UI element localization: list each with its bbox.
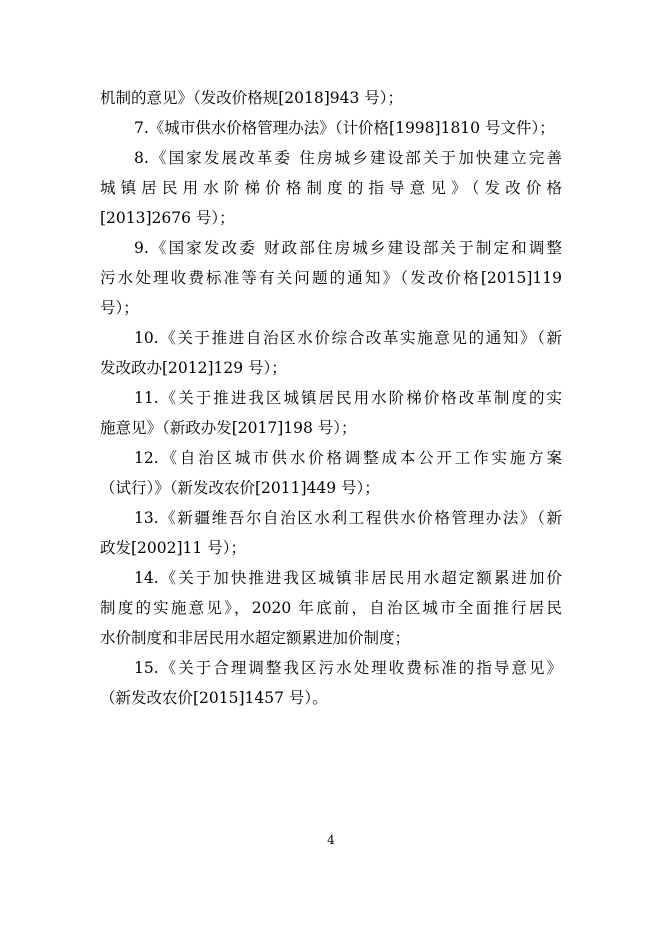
text-line: [2013]2676 号）；: [100, 209, 235, 227]
list-item-8: 8.《国家发展改革委 住房城乡建设部关于加快建立完善: [134, 149, 562, 167]
list-item-11: 11.《关于推进我区城镇居民用水阶梯价格改革制度的实: [134, 389, 562, 407]
list-item-12: 12.《自治区城市供水价格调整成本公开工作实施方案: [134, 449, 562, 467]
text-line: 发改政办[2012]129 号）；: [100, 359, 287, 377]
list-item-15: 15.《关于合理调整我区污水处理收费标准的指导意见》: [134, 659, 562, 677]
page-number: 4: [327, 833, 335, 847]
text-line: （新发改农价[2015]1457 号）。: [100, 689, 328, 707]
text-line: 制度的实施意见》，2020 年底前，自治区城市全面推行居民: [100, 599, 562, 617]
text-line: 号）；: [100, 299, 139, 317]
text-line: 城镇居民用水阶梯价格制度的指导意见》（发改价格: [100, 179, 562, 197]
text-line: 政发[2002]11 号）；: [100, 539, 246, 557]
text-line: （试行）》（新发改农价[2011]449 号）；: [100, 479, 380, 497]
list-item-9: 9.《国家发改委 财政部住房城乡建设部关于制定和调整: [134, 239, 562, 257]
list-item-10: 10.《关于推进自治区水价综合改革实施意见的通知》（新: [134, 329, 562, 347]
list-item-13: 13.《新疆维吾尔自治区水利工程供水价格管理办法》（新: [134, 509, 562, 527]
text-line: 污水处理收费标准等有关问题的通知》（发改价格[2015]119: [100, 269, 562, 287]
text-line: 施意见》（新政办发[2017]198 号）；: [100, 419, 357, 437]
text-line: 机制的意见》（发改价格规[2018]943 号）；: [100, 89, 404, 107]
list-item-7: 7.《城市供水价格管理办法》（计价格[1998]1810 号文件）；: [134, 119, 555, 137]
document-body: [100, 83, 562, 713]
list-item-14: 14.《关于加快推进我区城镇非居民用水超定额累进加价: [134, 569, 562, 587]
text-line: 水价制度和非居民用水超定额累进加价制度；: [100, 629, 411, 647]
